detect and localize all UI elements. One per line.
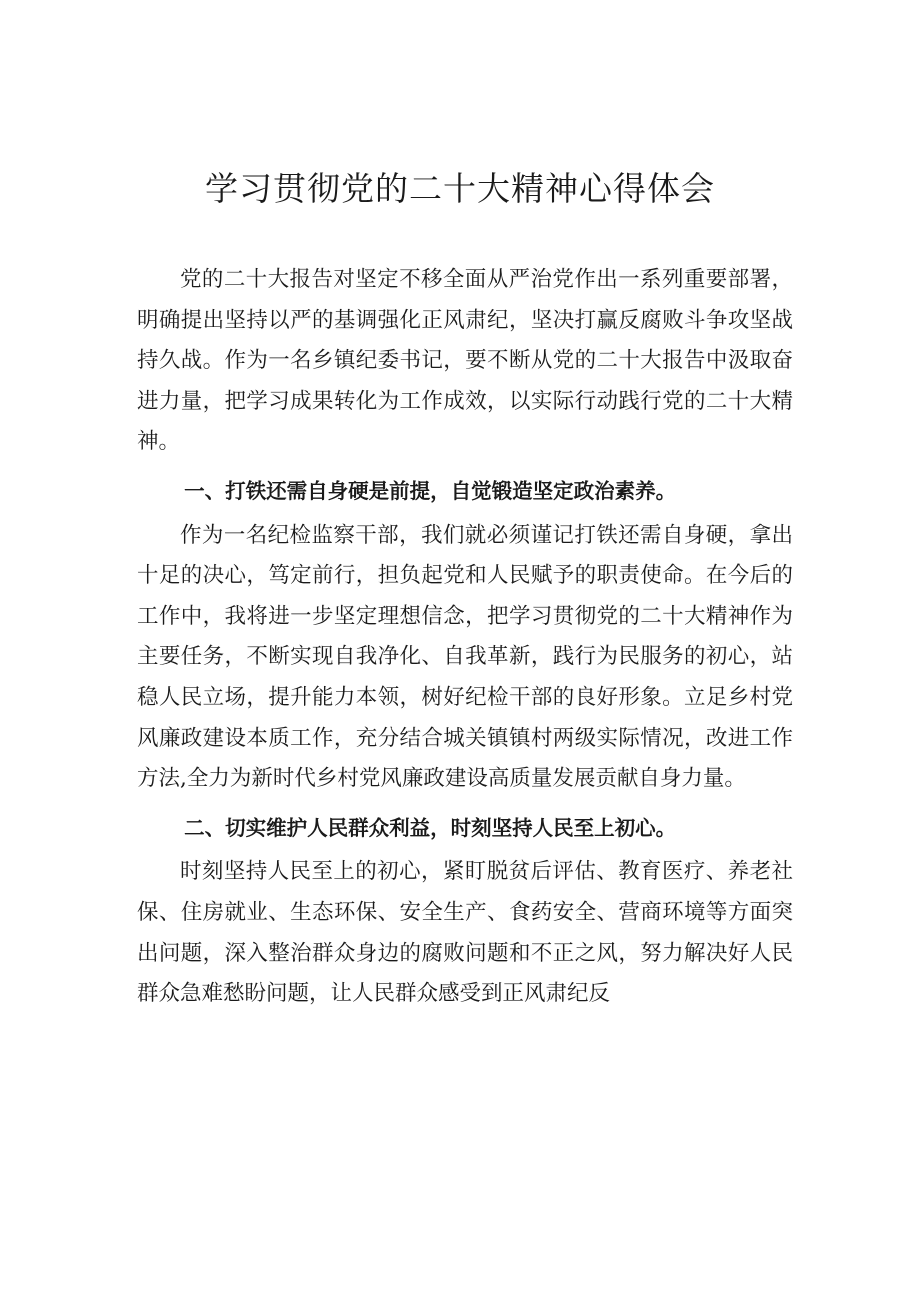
section-heading-1: 一、打铁还需自身硬是前提，自觉锻造坚定政治素养。 — [184, 478, 677, 503]
section-2-paragraph: 时刻坚持人民至上的初心，紧盯脱贫后评估、教育医疗、养老社保、住房就业、生态环保、安全生产、食药安全、营商环境等方面突出问题，深入整治群众身边的腐败问题和不正之风，努力解决好人民群众急难愁盼问题，让人民群众感受到正风肃纪反 — [137, 859, 793, 1007]
section-heading-2: 二、切实维护人民群众利益，时刻坚持人民至上初心。 — [184, 815, 677, 840]
document-title: 学习贯彻党的二十大精神心得体会 — [205, 169, 715, 208]
section-1-paragraph: 作为一名纪检监察干部，我们就必须谨记打铁还需自身硬，拿出十足的决心，笃定前行，担负起党和人民赋予的职责使命。在今后的工作中，我将进一步坚定理想信念，把学习贯彻党的二十大精神作为主要任务，不断实现自我净化、自我革新，践行为民服务的初心，站稳人民立场，提升能力本领，树好纪检干部的良好形象。立足乡村党风廉政建设本质工作，充分结合城关镇镇村两级实际情况，改进工作方法,全力为新时代乡村党风廉政建设高质量发展贡献自身力量。 — [137, 522, 793, 792]
intro-paragraph: 党的二十大报告对坚定不移全面从严治党作出一系列重要部署，明确提出坚持以严的基调强化正风肃纪，坚决打赢反腐败斗争攻坚战持久战。作为一名乡镇纪委书记，要不断从党的二十大报告中汲取奋进力量，把学习成果转化为工作成效，以实际行动践行党的二十大精神。 — [137, 267, 793, 455]
document-body — [137, 260, 793, 1015]
